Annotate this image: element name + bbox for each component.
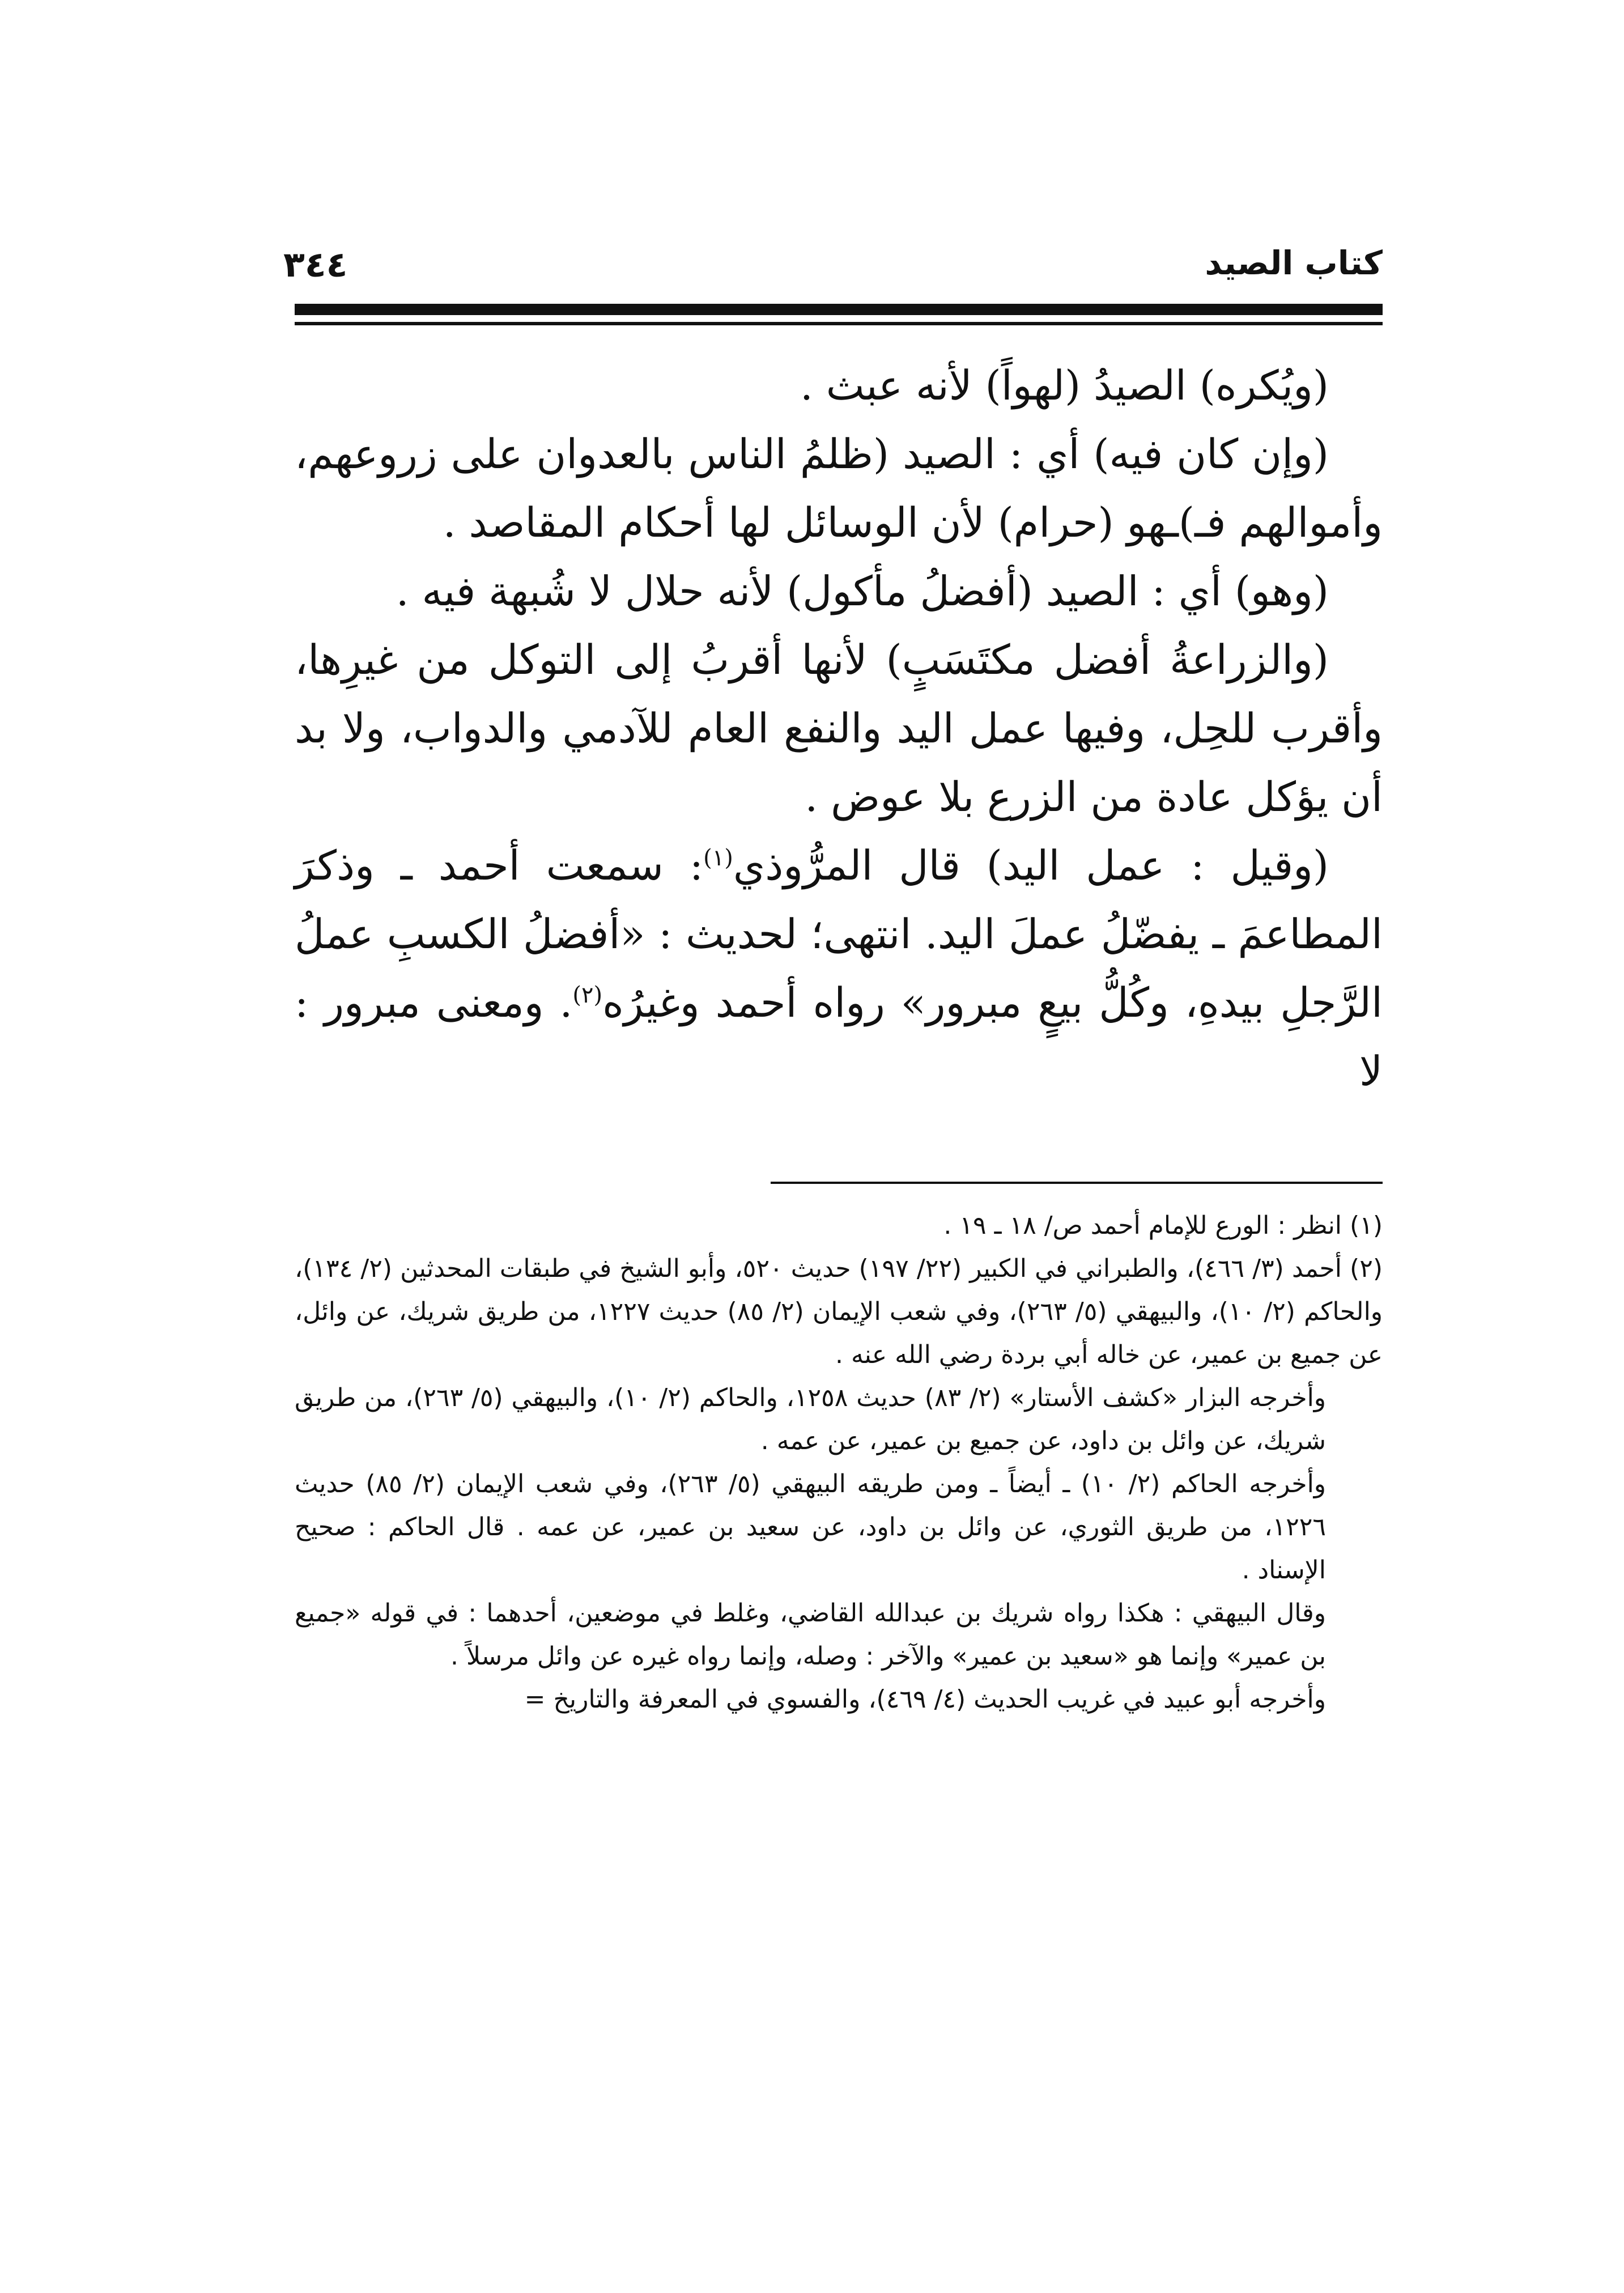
text-run: : سمعت أحمد ـ وذكرَ المطاعمَ ـ يفضّلُ عملَ اليد. انتهى؛ لحديث : «أفضلُ الكسبِ عملُ الرَّجلِ بيدهِ، وكُلُّ بيعٍ مبرور» رواه أحمد وغيرُه (295, 842, 1383, 1026)
paragraph (295, 831, 1383, 1106)
page-number: ٣٤٤ (283, 244, 348, 285)
running-title: كتاب الصيد (1205, 244, 1383, 282)
header-rule-thick (295, 304, 1383, 315)
paragraph: (والزراعةُ أفضل مكتَسَبٍ) لأنها أقربُ إلى التوكل من غيرِها، وأقرب للحِل، وفيها عمل اليد والنفع العام للآدمي والدواب، ولا بد أن يؤكل عادة من الزرع بلا عوض . (295, 636, 1383, 821)
footnote-continuation: وقال البيهقي : هكذا رواه شريك بن عبدالله القاضي، وغلط في موضعين، أحدهما : في قوله «جميع بن عمير» وإنما هو «سعيد بن عمير» والآخر : وصله، وإنما رواه غيره عن وائل مرسلاً . (295, 1599, 1326, 1671)
paragraph: (ويُكره) الصيدُ (لهواً) لأنه عبث . (800, 362, 1329, 409)
footnote-separator (771, 1182, 1383, 1184)
footnote-continuation: وأخرجه أبو عبيد في غريب الحديث (٤/ ٤٦٩)، والفسوي في المعرفة والتاريخ = (524, 1685, 1326, 1714)
footnote: (١) انظر : الورع للإمام أحمد ص/ ١٨ ـ ١٩ . (943, 1211, 1383, 1240)
paragraph: (وهو) أي : الصيد (أفضلُ مأكول) لأنه حلال لا شُبهة فيه . (396, 567, 1329, 615)
text-run: . ومعنى مبرور : لا (295, 979, 1383, 1095)
footnote-continuation: وأخرجه الحاكم (٢/ ١٠) ـ أيضاً ـ ومن طريقه البيهقي (٥/ ٢٦٣)، وفي شعب الإيمان (٢/ ٨٥) حديث ١٢٢٦، من طريق الثوري، عن وائل بن داود، عن سعيد بن عمير، عن عمه . قال الحاكم : صحيح الإسناد . (295, 1470, 1327, 1585)
footnotes (295, 1204, 1383, 1721)
footnote-ref: (١) (703, 845, 733, 871)
text-run: (وقيل : عمل اليد) قال المرُّوذي (733, 842, 1329, 889)
footnote-continuation: وأخرجه البزار «كشف الأستار» (٢/ ٨٣) حديث ١٢٥٨، والحاكم (٢/ ١٠)، والبيهقي (٥/ ٢٦٣)، من طريق شريك، عن وائل بن داود، عن جميع بن عمير، عن عمه . (295, 1383, 1327, 1455)
running-header (283, 244, 1383, 295)
footnote: (٢) أحمد (٣/ ٤٦٦)، والطبراني في الكبير (٢٢/ ١٩٧) حديث ٥٢٠، وأبو الشيخ في طبقات المحدثين (٢/ ١٣٤)، والحاكم (٢/ ١٠)، والبيهقي (٥/ ٢٦٣)، وفي شعب الإيمان (٢/ ٨٥) حديث ١٢٢٧، من طريق شريك، عن وائل، عن جميع بن عمير، عن خاله أبي بردة رضي الله عنه . (295, 1254, 1383, 1369)
paragraph: (وإن كان فيه) أي : الصيد (ظلمُ الناس بالعدوان على زروعهم، وأموالهم فـ)ـهو (حرام) لأن الوسائل لها أحكام المقاصد . (295, 430, 1383, 546)
footnote-ref: (٢) (572, 982, 603, 1008)
header-rule-thin (295, 322, 1383, 325)
main-text (295, 351, 1383, 1106)
